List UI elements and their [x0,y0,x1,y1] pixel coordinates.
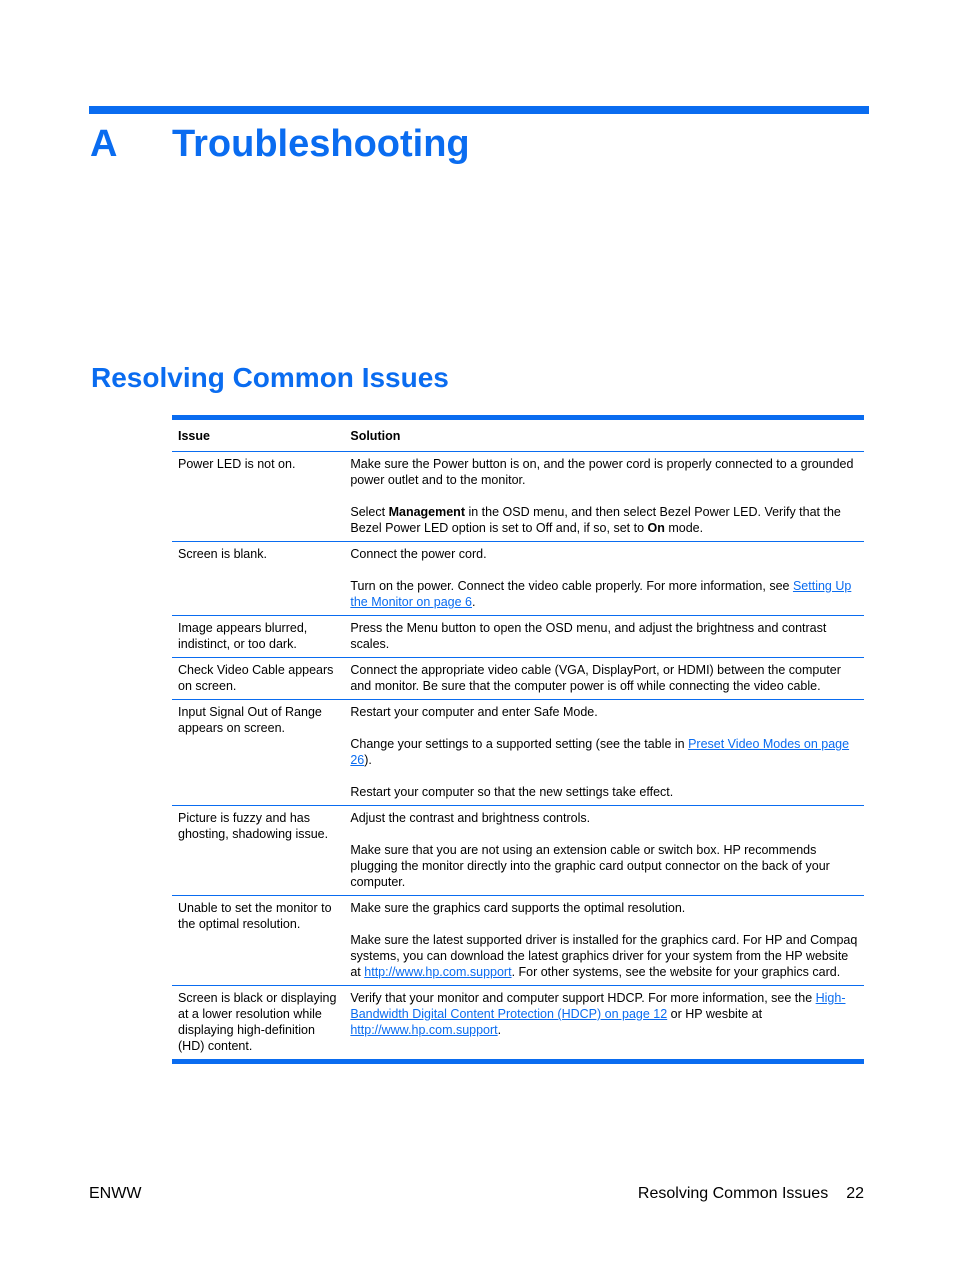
footer-section: Resolving Common Issues [637,1185,829,1202]
text-span: . [471,595,476,609]
footer-left: ENWW [89,1185,142,1202]
solution-paragraph: Adjust the contrast and brightness controls. [350,811,591,825]
setting-up-monitor-link[interactable]: Setting Up the Monitor on page 6 [350,579,852,609]
bold-text: Management [388,505,465,519]
text-span: Make sure the latest supported driver is installed for the graphics card. For HP and Compaq systems, you can download the latest graphics driver for your system from the HP website at [350,933,858,979]
table-row [172,658,864,700]
solution-cell [344,986,864,1062]
solution-cell [344,658,864,700]
solution-paragraph [350,578,858,610]
solution-paragraph [350,736,858,768]
text-span: Change your settings to a supported setting (see the table in [350,737,689,751]
hp-website-link[interactable]: http://www.hp.com.support [350,1023,498,1037]
solution-paragraph [350,504,858,536]
text-span: Turn on the power. Connect the video cable properly. For more information, see [350,579,793,593]
solution-cell [344,616,864,658]
solution-paragraph: Press the Menu button to open the OSD menu, and adjust the brightness and contrast scales. [350,621,827,651]
bold-text: On [647,521,665,535]
text-span: in the OSD menu, and then select Bezel Power LED. Verify that the Bezel Power LED option is set to Off and, if so, set to [350,505,841,535]
table-row [172,616,864,658]
text-span: or HP wesbite at [667,1007,763,1021]
text-span: Verify that your monitor and computer support HDCP. For more information, see the [350,991,816,1005]
issue-cell: Picture is fuzzy and has ghosting, shadowing issue. [178,811,329,841]
solution-paragraph [350,932,858,980]
issue-cell: Check Video Cable appears on screen. [178,663,334,693]
section-title: Resolving Common Issues [91,362,449,393]
text-span: . [497,1023,502,1037]
preset-video-modes-link[interactable]: Preset Video Modes on page 26 [350,737,850,767]
page-number: 22 [846,1185,864,1202]
issue-cell: Screen is blank. [178,547,267,561]
header-issue: Issue [178,429,210,443]
table-row [172,896,864,986]
solution-paragraph: Connect the appropriate video cable (VGA, DisplayPort, or HDMI) between the computer and monitor. Be sure that the computer power is off while connecting the video cable. [350,663,841,693]
solution-paragraph: Restart your computer and enter Safe Mode. [350,705,598,719]
solution-cell [344,896,864,986]
chapter-rule [89,106,869,114]
hp-support-link[interactable]: http://www.hp.com.support [364,965,512,979]
table-header-row [172,418,864,452]
solution-paragraph: Connect the power cord. [350,547,487,561]
footer-right [638,1184,864,1204]
hdcp-link[interactable]: High-Bandwidth Digital Content Protection (HDCP) on page 12 [350,991,846,1021]
solution-paragraph: Make sure the graphics card supports the optimal resolution. [350,901,686,915]
text-span: . For other systems, see the website for your graphics card. [511,965,841,979]
table-row [172,700,864,806]
issue-cell: Power LED is not on. [178,457,296,471]
text-span: ). [364,753,372,767]
solution-cell [344,542,864,616]
solution-paragraph [350,990,858,1038]
text-span: Select [350,505,389,519]
solution-paragraph: Make sure the Power button is on, and the power cord is properly connected to a grounded power outlet and to the monitor. [350,457,854,487]
chapter-letter: A [90,123,118,165]
solution-paragraph: Make sure that you are not using an extension cable or switch box. HP recommends plugging the monitor directly into the graphic card output connector on the back of your computer. [350,843,830,889]
solution-cell [344,700,864,806]
solution-paragraph: Restart your computer so that the new settings take effect. [350,785,674,799]
issue-cell: Image appears blurred, indistinct, or too dark. [178,621,308,651]
table-row [172,806,864,896]
table-row [172,542,864,616]
text-span: mode. [664,521,704,535]
troubleshooting-table [172,415,864,1064]
issue-cell: Unable to set the monitor to the optimal resolution. [178,901,332,931]
issue-cell: Screen is black or displaying at a lower resolution while displaying high-definition (HD) content. [178,991,337,1053]
issue-cell: Input Signal Out of Range appears on screen. [178,705,322,735]
solution-cell [344,806,864,896]
solution-cell [344,452,864,542]
table-row [172,986,864,1062]
header-solution: Solution [350,429,401,443]
table-row [172,452,864,542]
chapter-title: Troubleshooting [172,123,470,165]
